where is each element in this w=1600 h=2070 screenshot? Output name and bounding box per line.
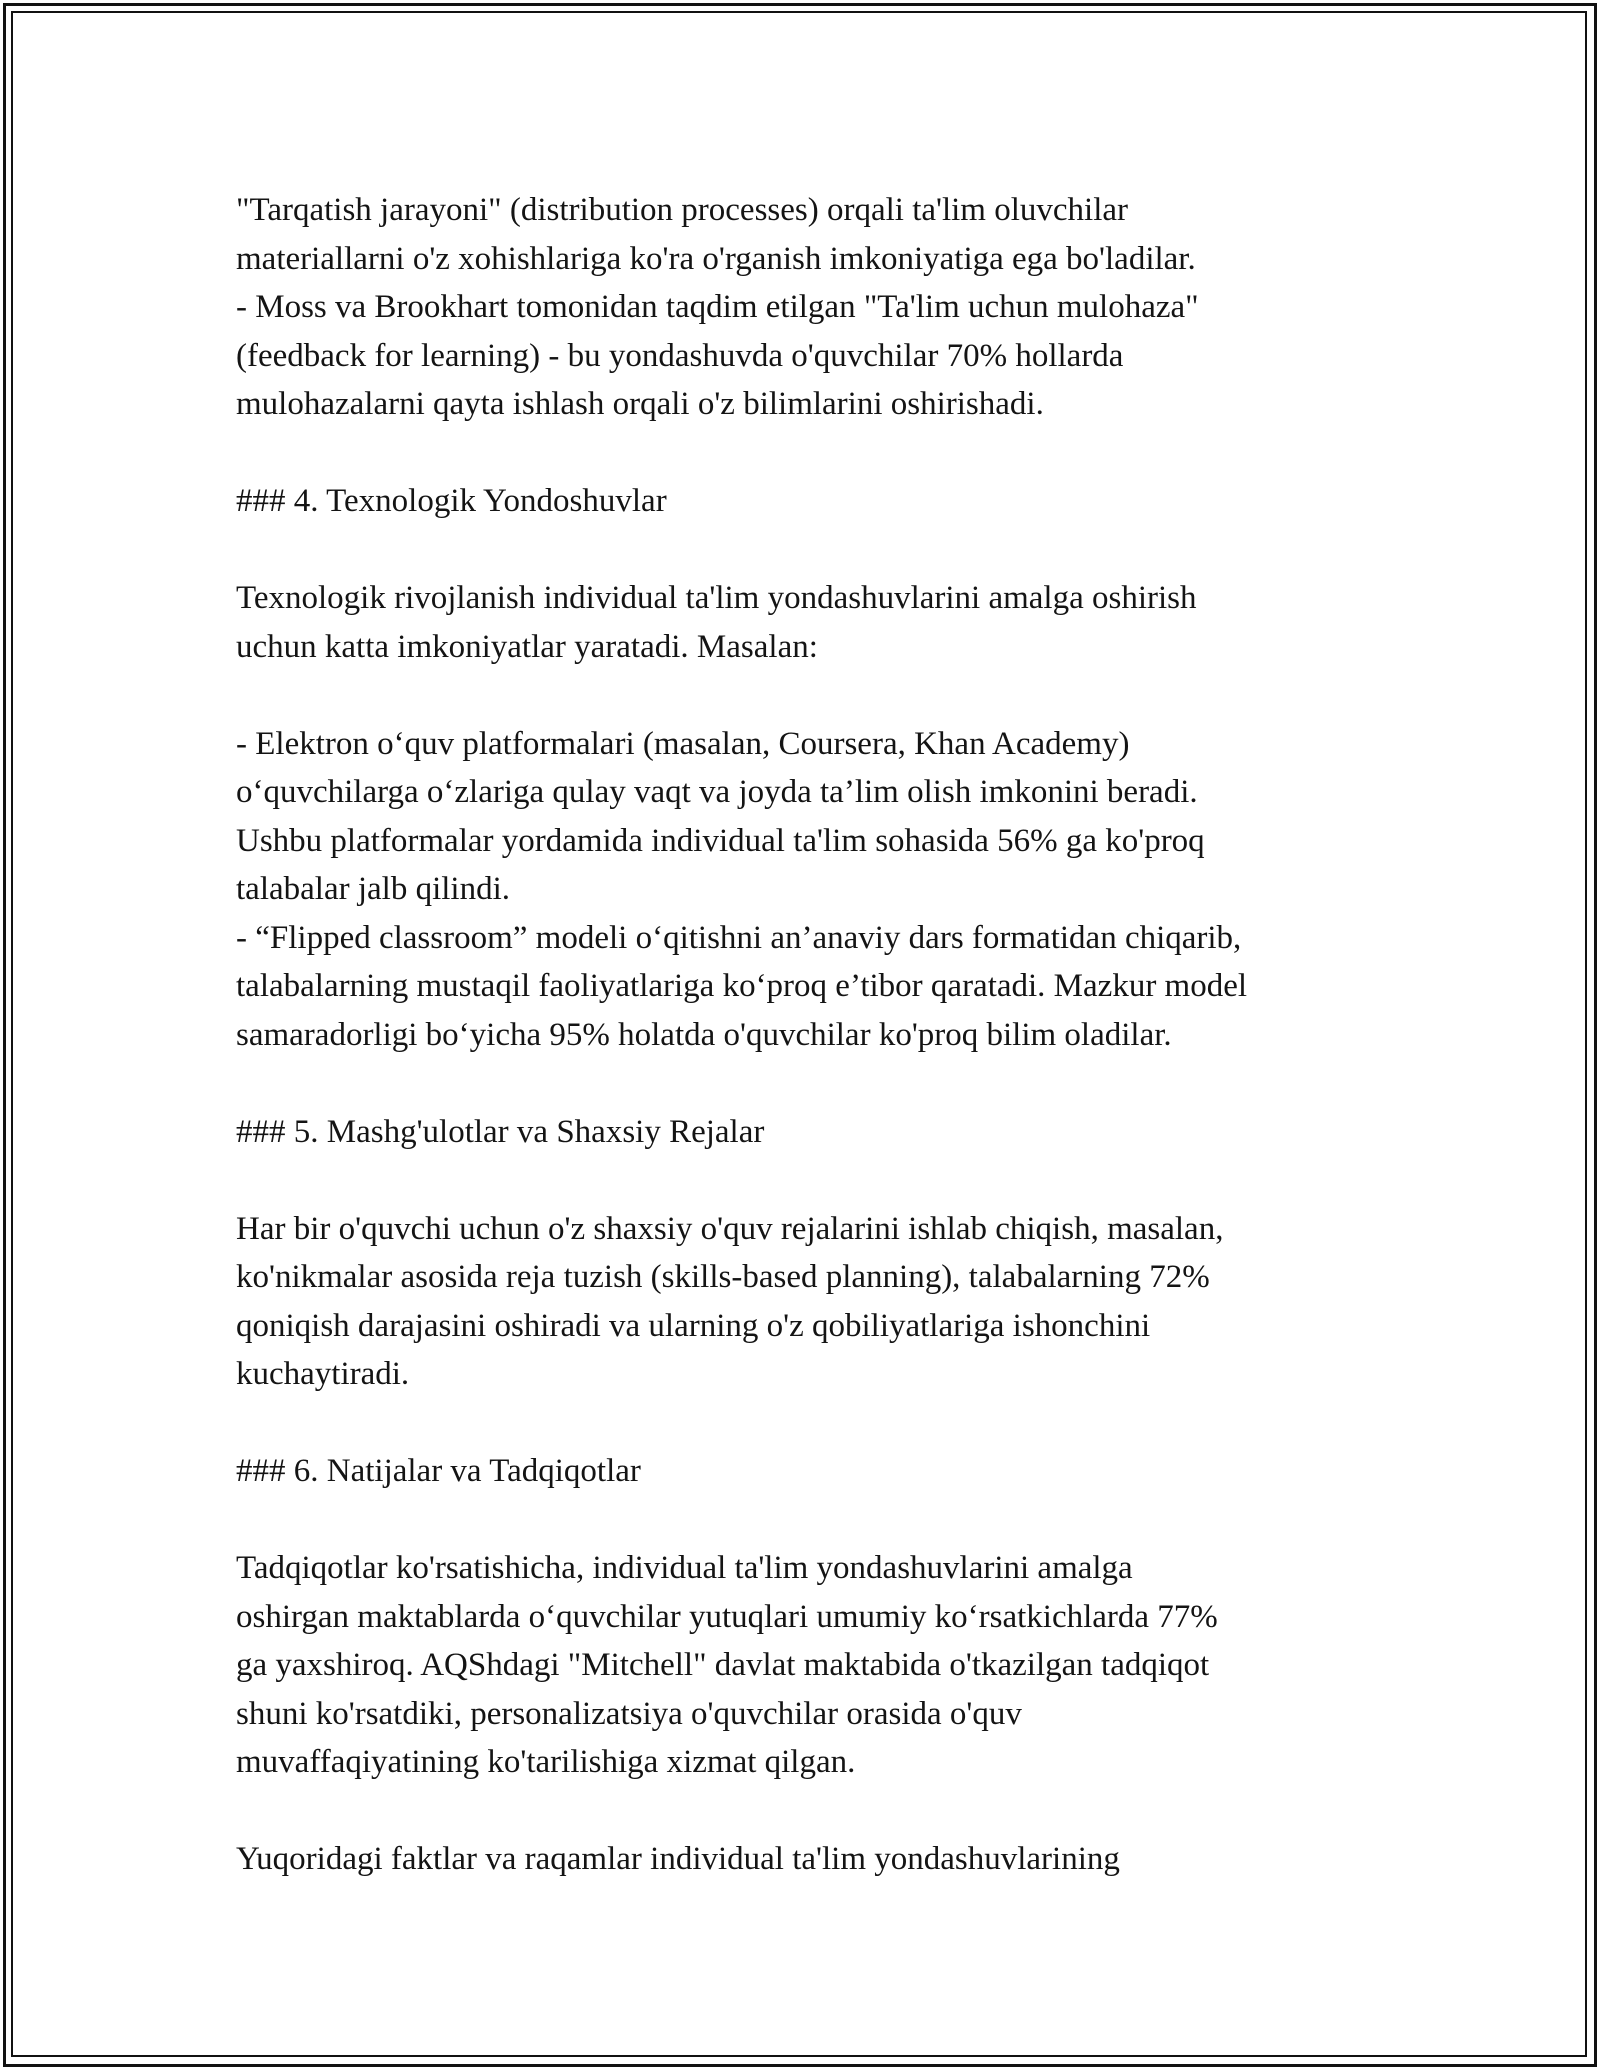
text-line: shuni ko'rsatdiki, personalizatsiya o'quvchilar orasida o'quv — [236, 1695, 1022, 1732]
text-line: ko'nikmalar asosida reja tuzish (skills-based planning), talabalarning 72% — [236, 1259, 1210, 1295]
text-line: Texnologik rivojlanish individual ta'lim yondashuvlarini amalga oshirish — [236, 580, 1197, 616]
text-line: materiallarni o'z xohishlariga ko'ra o'rganish imkoniyatiga ega bo'ladilar. — [236, 240, 1196, 277]
heading-text: ### 5. Mashg'ulotlar va Shaxsiy Rejalar — [236, 1113, 765, 1150]
blank-line — [236, 1496, 1416, 1545]
paragraph-personal-plans — [236, 1205, 1416, 1399]
text-line: - Elektron o‘quv platformalari (masalan, Coursera, Khan Academy) — [236, 725, 1130, 762]
blank-line — [236, 1059, 1416, 1108]
section-heading-4 — [236, 477, 1416, 526]
text-line: - “Flipped classroom” modeli o‘qitishni an’anaviy dars formatidan chiqarib, — [236, 919, 1242, 956]
blank-line — [236, 429, 1416, 478]
paragraph-research-results — [236, 1544, 1416, 1787]
blank-line — [236, 526, 1416, 575]
section-heading-5 — [236, 1108, 1416, 1157]
text-line: talabalarning mustaqil faoliyatlariga ko‘proq e’tibor qaratadi. Mazkur model — [236, 968, 1248, 1004]
text-line: o‘quvchilarga o‘zlariga qulay vaqt va joyda ta’lim olish imkonini beradi. — [236, 774, 1198, 810]
text-line: - Moss va Brookhart tomonidan taqdim etilgan "Ta'lim uchun mulohaza" — [236, 289, 1199, 325]
text-line: samaradorligi bo‘yicha 95% holatda o'quvchilar ko'proq bilim oladilar. — [236, 1016, 1172, 1053]
blank-line — [236, 1399, 1416, 1448]
paragraph-technology-intro — [236, 574, 1416, 671]
blank-line — [236, 1156, 1416, 1205]
paragraph-conclusion — [236, 1835, 1416, 1884]
text-line: uchun katta imkoniyatlar yaratadi. Masalan: — [236, 628, 818, 665]
text-line: muvaffaqiyatining ko'tarilishiga xizmat qilgan. — [236, 1744, 856, 1780]
text-line: mulohazalarni qayta ishlash orqali o'z bilimlarini oshirishadi. — [236, 386, 1044, 422]
text-line: Tadqiqotlar ko'rsatishicha, individual ta'lim yondashuvlarini amalga — [236, 1550, 1133, 1586]
text-line: talabalar jalb qilindi. — [236, 871, 510, 907]
section-heading-6 — [236, 1447, 1416, 1496]
paragraph-technology-examples — [236, 720, 1416, 1060]
text-line: Har bir o'quvchi uchun o'z shaxsiy o'quv rejalarini ishlab chiqish, masalan, — [236, 1210, 1224, 1247]
heading-text: ### 6. Natijalar va Tadqiqotlar — [236, 1453, 641, 1489]
text-line: Ushbu platformalar yordamida individual ta'lim sohasida 56% ga ko'proq — [236, 822, 1205, 859]
text-line: qoniqish darajasini oshiradi va ularning o'z qobiliyatlariga ishonchini — [236, 1307, 1151, 1344]
blank-line — [236, 1787, 1416, 1836]
text-line: oshirgan maktablarda o‘quvchilar yutuqlari umumiy ko‘rsatkichlarda 77% — [236, 1598, 1218, 1635]
text-line: Yuqoridagi faktlar va raqamlar individual ta'lim yondashuvlarining — [236, 1841, 1120, 1877]
blank-line — [236, 671, 1416, 720]
text-line: (feedback for learning) - bu yondashuvda o'quvchilar 70% hollarda — [236, 337, 1124, 374]
document-body — [236, 186, 1416, 1884]
text-line: kuchaytiradi. — [236, 1356, 410, 1392]
heading-text: ### 4. Texnologik Yondoshuvlar — [236, 483, 667, 519]
paragraph-distribution — [236, 186, 1416, 429]
text-line: "Tarqatish jarayoni" (distribution processes) orqali ta'lim oluvchilar — [236, 192, 1129, 228]
text-line: ga yaxshiroq. AQShdagi "Mitchell" davlat maktabida o'tkazilgan tadqiqot — [236, 1647, 1210, 1683]
